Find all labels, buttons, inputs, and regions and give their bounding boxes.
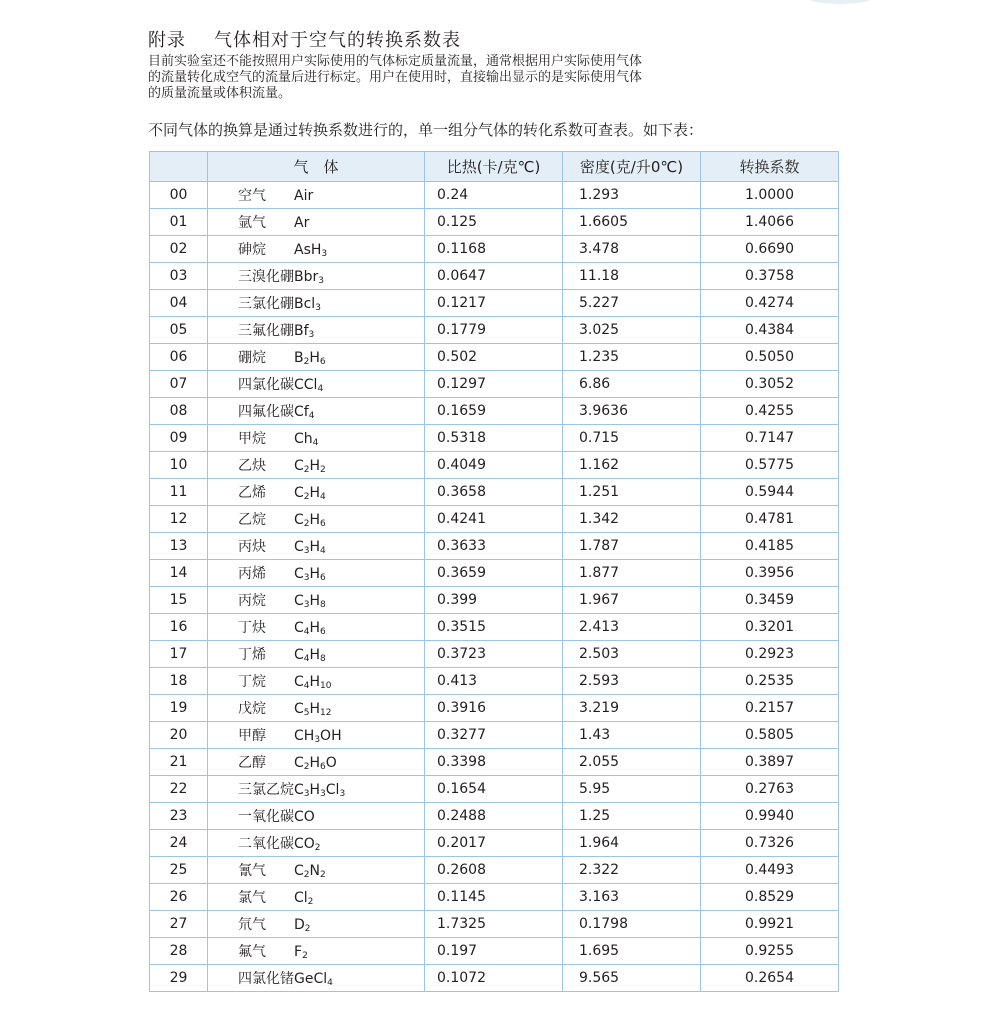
specific-heat: 0.4241: [425, 506, 563, 533]
conversion-factor: 0.9940: [701, 803, 839, 830]
gas-cell: [208, 884, 425, 911]
table-row: [150, 938, 839, 965]
conversion-factor: 0.5944: [701, 479, 839, 506]
gas-cell: [208, 560, 425, 587]
density: 2.055: [563, 749, 701, 776]
gas-name: 硼烷: [238, 350, 266, 366]
gas-formula: AsH$_3$: [294, 242, 328, 259]
gas-formula: $Ch_4$: [294, 431, 319, 448]
density: 1.293: [563, 182, 701, 209]
gas-name: 四氯化锗: [238, 971, 294, 987]
gas-code: 02: [150, 236, 208, 263]
density: 1.877: [563, 560, 701, 587]
specific-heat: 0.1297: [425, 371, 563, 398]
table-row: [150, 695, 839, 722]
table-row: [150, 803, 839, 830]
density: 1.162: [563, 452, 701, 479]
gas-name: 丙烯: [238, 566, 266, 582]
specific-heat: 0.502: [425, 344, 563, 371]
gas-code: 13: [150, 533, 208, 560]
gas-code: 22: [150, 776, 208, 803]
density: 2.322: [563, 857, 701, 884]
gas-name: 一氧化碳: [238, 809, 294, 825]
conversion-factor: 0.7326: [701, 830, 839, 857]
gas-cell: [208, 938, 425, 965]
conversion-factor: 0.7147: [701, 425, 839, 452]
gas-code: 07: [150, 371, 208, 398]
decorative-shape: [790, 0, 890, 4]
gas-cell: [208, 965, 425, 992]
gas-formula: CCl$_4$: [294, 377, 324, 394]
specific-heat: 0.1145: [425, 884, 563, 911]
specific-heat: 0.1654: [425, 776, 563, 803]
density: 11.18: [563, 263, 701, 290]
gas-name: 乙炔: [238, 458, 266, 474]
gas-cell: [208, 344, 425, 371]
table-row: [150, 506, 839, 533]
table-row: [150, 398, 839, 425]
gas-name: 丁烯: [238, 647, 266, 663]
gas-formula: Ar: [294, 215, 310, 231]
gas-cell: [208, 830, 425, 857]
specific-heat: 0.3723: [425, 641, 563, 668]
table-row: [150, 668, 839, 695]
gas-formula: CO: [294, 809, 315, 825]
gas-code: 26: [150, 884, 208, 911]
gas-formula: $C_4H_8$: [294, 647, 326, 664]
density: 1.43: [563, 722, 701, 749]
gas-name: 乙烯: [238, 485, 266, 501]
specific-heat: 0.2608: [425, 857, 563, 884]
gas-formula: $C_5H_{12}$: [294, 701, 332, 718]
gas-name: 氰气: [238, 863, 266, 879]
conversion-factor: 1.0000: [701, 182, 839, 209]
specific-heat: 0.3633: [425, 533, 563, 560]
density: 3.478: [563, 236, 701, 263]
conversion-factor: 0.4274: [701, 290, 839, 317]
conversion-factor: 0.2157: [701, 695, 839, 722]
table-row: [150, 965, 839, 992]
table-row: [150, 371, 839, 398]
conversion-factor: 0.6690: [701, 236, 839, 263]
conversion-factor: 0.2654: [701, 965, 839, 992]
gas-cell: [208, 452, 425, 479]
table-row: [150, 587, 839, 614]
gas-name: 甲烷: [238, 431, 266, 447]
density: 3.163: [563, 884, 701, 911]
specific-heat: 0.1779: [425, 317, 563, 344]
density: 9.565: [563, 965, 701, 992]
gas-code: 20: [150, 722, 208, 749]
gas-name: 丙炔: [238, 539, 266, 555]
gas-code: 10: [150, 452, 208, 479]
gas-code: 17: [150, 641, 208, 668]
table-row: [150, 614, 839, 641]
gas-cell: [208, 371, 425, 398]
intro-paragraph: 目前实验室还不能按照用户实际使用的气体标定质量流量，通常根据用户实际使用气体 的流量转化成空气的流量后进行标定。用户在使用时，直接输出显示的是实际使用气体 的质量流量或体积流量。: [148, 54, 643, 101]
gas-formula: $C_3H_3Cl_3$: [294, 782, 346, 799]
gas-cell: [208, 236, 425, 263]
specific-heat: 0.413: [425, 668, 563, 695]
specific-heat: 0.1072: [425, 965, 563, 992]
density: 1.787: [563, 533, 701, 560]
gas-code: 14: [150, 560, 208, 587]
density: 2.413: [563, 614, 701, 641]
specific-heat: 0.197: [425, 938, 563, 965]
gas-formula: Air: [294, 188, 314, 204]
gas-formula: $C_3H_8$: [294, 593, 326, 610]
conversion-factor: 0.2535: [701, 668, 839, 695]
gas-code: 00: [150, 182, 208, 209]
gas-name: 甲醇: [238, 728, 266, 744]
conversion-factor: 1.4066: [701, 209, 839, 236]
gas-code: 15: [150, 587, 208, 614]
gas-name: 丙烷: [238, 593, 266, 609]
specific-heat: 0.3277: [425, 722, 563, 749]
gas-cell: [208, 722, 425, 749]
gas-code: 16: [150, 614, 208, 641]
gas-name: 四氯化碳: [238, 377, 294, 393]
conversion-factor: 0.9921: [701, 911, 839, 938]
table-row: [150, 884, 839, 911]
gas-formula: Bbr$_3$: [294, 269, 324, 286]
gas-formula: $C_2H_4$: [294, 485, 326, 502]
header-gas: 气 体: [208, 152, 425, 182]
table-row: [150, 263, 839, 290]
conversion-factor: 0.3201: [701, 614, 839, 641]
gas-formula: $CO_2$: [294, 836, 321, 853]
density: 1.967: [563, 587, 701, 614]
conversion-factor: 0.2763: [701, 776, 839, 803]
specific-heat: 0.3916: [425, 695, 563, 722]
conversion-factor: 0.8529: [701, 884, 839, 911]
gas-formula: $D_2$: [294, 917, 311, 934]
specific-heat: 0.399: [425, 587, 563, 614]
gas-name: 乙醇: [238, 755, 266, 771]
gas-name: 四氟化碳: [238, 404, 294, 420]
specific-heat: 0.3398: [425, 749, 563, 776]
gas-cell: [208, 695, 425, 722]
table-row: [150, 290, 839, 317]
specific-heat: 0.0647: [425, 263, 563, 290]
gas-formula: $C_2H_2$: [294, 458, 326, 475]
gas-formula: $CH_3OH$: [294, 728, 342, 745]
conversion-factor: 0.4493: [701, 857, 839, 884]
table-title: 气体相对于空气的转换系数表: [214, 30, 461, 51]
gas-cell: [208, 533, 425, 560]
conversion-factor: 0.9255: [701, 938, 839, 965]
table-row: [150, 749, 839, 776]
gas-name: 乙烷: [238, 512, 266, 528]
table-body: [150, 182, 839, 992]
table-header-row: [150, 152, 839, 182]
density: 1.695: [563, 938, 701, 965]
gas-formula: $C_4H_6$: [294, 620, 326, 637]
gas-code: 04: [150, 290, 208, 317]
gas-formula: Bcl$_3$: [294, 296, 321, 313]
gas-code: 24: [150, 830, 208, 857]
gas-formula: $Cl_2$: [294, 890, 314, 907]
gas-code: 19: [150, 695, 208, 722]
gas-name: 丁炔: [238, 620, 266, 636]
header-specific-heat: 比热(卡/克℃): [425, 152, 563, 182]
gas-name: 砷烷: [238, 242, 266, 258]
table-row: [150, 722, 839, 749]
gas-code: 18: [150, 668, 208, 695]
gas-cell: [208, 263, 425, 290]
specific-heat: 0.4049: [425, 452, 563, 479]
table-row: [150, 452, 839, 479]
density: 1.25: [563, 803, 701, 830]
density: 2.503: [563, 641, 701, 668]
table-row: [150, 857, 839, 884]
gas-formula: $Bf_3$: [294, 323, 315, 340]
gas-code: 28: [150, 938, 208, 965]
density: 0.1798: [563, 911, 701, 938]
table-row: [150, 344, 839, 371]
conversion-factor: 0.4255: [701, 398, 839, 425]
conversion-factor: 0.5805: [701, 722, 839, 749]
gas-formula: $C_2N_2$: [294, 863, 326, 880]
density: 0.715: [563, 425, 701, 452]
density: 3.025: [563, 317, 701, 344]
gas-cell: [208, 317, 425, 344]
gas-formula: $F_2$: [294, 944, 308, 961]
gas-formula: GeCl$_4$: [294, 971, 333, 988]
conversion-factor: 0.3897: [701, 749, 839, 776]
page-title: [148, 26, 461, 52]
gas-name: 氘气: [238, 917, 266, 933]
gas-cell: [208, 398, 425, 425]
density: 2.593: [563, 668, 701, 695]
gas-code: 29: [150, 965, 208, 992]
gas-cell: [208, 209, 425, 236]
specific-heat: 0.3658: [425, 479, 563, 506]
density: 5.95: [563, 776, 701, 803]
gas-code: 01: [150, 209, 208, 236]
specific-heat: 0.5318: [425, 425, 563, 452]
density: 6.86: [563, 371, 701, 398]
gas-name: 三氯化硼: [238, 296, 294, 312]
table-row: [150, 317, 839, 344]
table-row: [150, 776, 839, 803]
gas-code: 03: [150, 263, 208, 290]
density: 1.251: [563, 479, 701, 506]
table-row: [150, 560, 839, 587]
gas-name: 氟气: [238, 944, 266, 960]
gas-formula: $C_2H_6$: [294, 512, 326, 529]
conversion-factor-table: [149, 151, 839, 992]
conversion-factor: 0.2923: [701, 641, 839, 668]
table-row: [150, 911, 839, 938]
gas-name: 二氧化碳: [238, 836, 294, 852]
gas-name: 三氯乙烷: [238, 782, 294, 798]
gas-cell: [208, 506, 425, 533]
table-row: [150, 425, 839, 452]
specific-heat: 0.3659: [425, 560, 563, 587]
header-density: 密度(克/升0℃): [563, 152, 701, 182]
gas-code: 23: [150, 803, 208, 830]
gas-cell: [208, 479, 425, 506]
conversion-factor: 0.3459: [701, 587, 839, 614]
specific-heat: 0.1168: [425, 236, 563, 263]
gas-name: 丁烷: [238, 674, 266, 690]
table-row: [150, 209, 839, 236]
conversion-factor: 0.3052: [701, 371, 839, 398]
gas-cell: [208, 668, 425, 695]
gas-formula: $B_2H_6$: [294, 350, 326, 367]
gas-name: 三氟化硼: [238, 323, 294, 339]
table-row: [150, 641, 839, 668]
gas-cell: [208, 803, 425, 830]
density: 1.6605: [563, 209, 701, 236]
specific-heat: 1.7325: [425, 911, 563, 938]
gas-formula: $C_4H_{10}$: [294, 674, 332, 691]
conversion-factor: 0.4781: [701, 506, 839, 533]
gas-name: 三溴化硼: [238, 269, 294, 285]
gas-code: 12: [150, 506, 208, 533]
gas-formula: $Cf_4$: [294, 404, 315, 421]
gas-code: 08: [150, 398, 208, 425]
conversion-factor: 0.3956: [701, 560, 839, 587]
gas-name: 戊烷: [238, 701, 266, 717]
gas-cell: [208, 290, 425, 317]
density: 3.9636: [563, 398, 701, 425]
header-code: [150, 152, 208, 182]
gas-cell: [208, 425, 425, 452]
table-row: [150, 830, 839, 857]
gas-code: 09: [150, 425, 208, 452]
gas-cell: [208, 614, 425, 641]
gas-formula: $C_2H_6O$: [294, 755, 337, 772]
appendix-label: 附录: [148, 30, 186, 51]
density: 1.964: [563, 830, 701, 857]
gas-cell: [208, 776, 425, 803]
gas-code: 25: [150, 857, 208, 884]
specific-heat: 0.1217: [425, 290, 563, 317]
gas-name: 氯气: [238, 890, 266, 906]
header-conversion-factor: 转换系数: [701, 152, 839, 182]
density: 1.342: [563, 506, 701, 533]
specific-heat: 0.3515: [425, 614, 563, 641]
gas-cell: [208, 182, 425, 209]
specific-heat: 0.2017: [425, 830, 563, 857]
conversion-factor: 0.5050: [701, 344, 839, 371]
gas-cell: [208, 911, 425, 938]
density: 5.227: [563, 290, 701, 317]
gas-name: 空气: [238, 188, 266, 204]
table-lead-text: 不同气体的换算是通过转换系数进行的，单一组分气体的转化系数可查表。如下表：: [148, 121, 704, 139]
gas-cell: [208, 857, 425, 884]
gas-cell: [208, 587, 425, 614]
gas-name: 氩气: [238, 215, 266, 231]
table-row: [150, 182, 839, 209]
gas-formula: $C_3H_4$: [294, 539, 326, 556]
gas-code: 06: [150, 344, 208, 371]
table-row: [150, 479, 839, 506]
specific-heat: 0.125: [425, 209, 563, 236]
gas-code: 21: [150, 749, 208, 776]
density: 3.219: [563, 695, 701, 722]
table-row: [150, 533, 839, 560]
gas-cell: [208, 749, 425, 776]
specific-heat: 0.24: [425, 182, 563, 209]
gas-formula: $C_3H_6$: [294, 566, 326, 583]
gas-code: 05: [150, 317, 208, 344]
density: 1.235: [563, 344, 701, 371]
gas-cell: [208, 641, 425, 668]
gas-code: 11: [150, 479, 208, 506]
conversion-factor: 0.3758: [701, 263, 839, 290]
specific-heat: 0.2488: [425, 803, 563, 830]
conversion-factor: 0.4185: [701, 533, 839, 560]
conversion-factor: 0.4384: [701, 317, 839, 344]
specific-heat: 0.1659: [425, 398, 563, 425]
table-row: [150, 236, 839, 263]
conversion-factor: 0.5775: [701, 452, 839, 479]
gas-code: 27: [150, 911, 208, 938]
